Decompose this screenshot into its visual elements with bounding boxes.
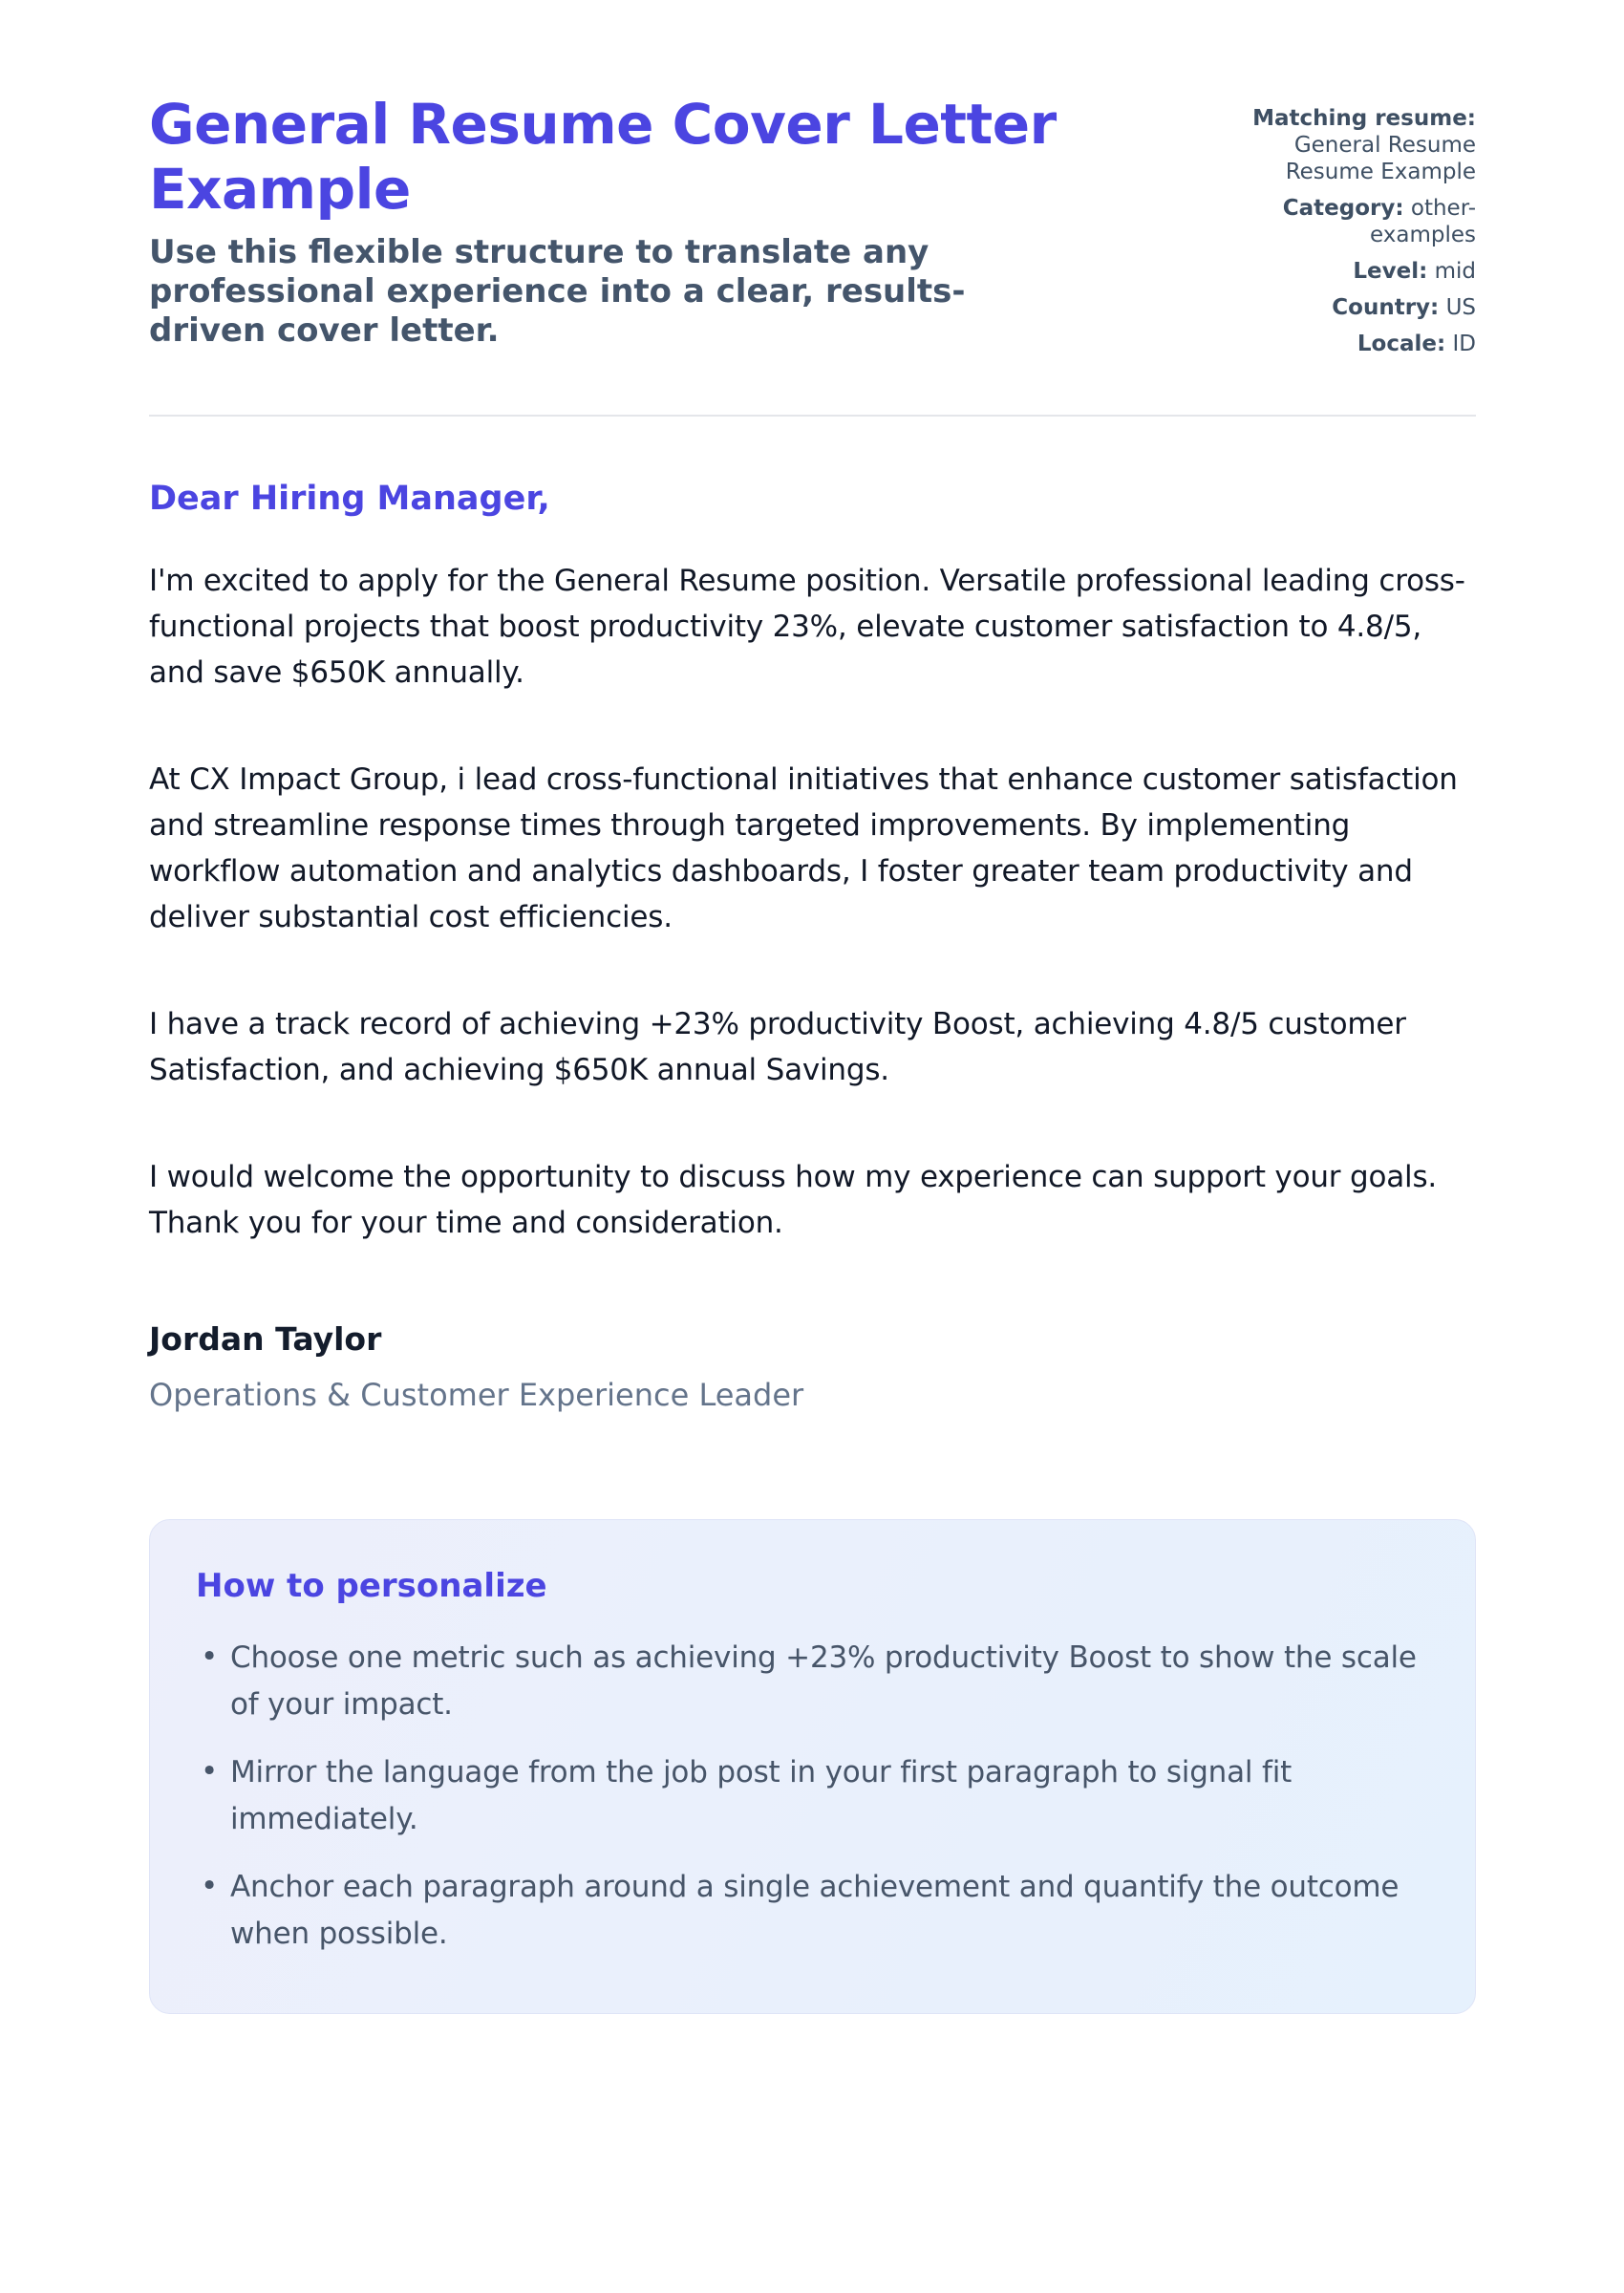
meta-label: Country: <box>1332 295 1440 320</box>
header-title-block <box>149 92 1123 351</box>
tips-heading: How to personalize <box>196 1567 547 1605</box>
signature-role: Operations & Customer Experience Leader <box>149 1377 804 1413</box>
letter-paragraph-2: At CX Impact Group, i lead cross-functional initiatives that enhance customer satisfaction and streamline response times through targeted improvements. By implementing workflow automation and analytics dashboards, I foster greater team productivity and deliver substantial cost efficiencies. <box>149 762 1458 934</box>
tip-item-3: • Anchor each paragraph around a single achievement and quantify the outcome when possible. <box>196 1864 1427 1958</box>
tip-item-2: • Mirror the language from the job post in your first paragraph to signal fit immediately. <box>196 1749 1427 1843</box>
meta-value: other-examples <box>1370 196 1476 247</box>
meta-value: General Resume Resume Example <box>1285 133 1476 184</box>
meta-label: Locale: <box>1357 332 1446 356</box>
letter-body <box>149 476 1476 1416</box>
meta-item-country <box>1204 294 1476 321</box>
page-title: General Resume Cover Letter Example <box>149 92 1057 222</box>
page-subtitle: Use this flexible structure to translate any professional experience into a clear, results-driven cover letter. <box>149 233 966 350</box>
signature-block <box>149 1317 1476 1416</box>
meta-value: mid <box>1434 259 1476 284</box>
meta-value: ID <box>1452 332 1476 356</box>
header-divider <box>149 415 1476 417</box>
letter-paragraph-4: I would welcome the opportunity to discuss how my experience can support your goals. Thank you for your time and consideration. <box>149 1160 1438 1240</box>
meta-value: US <box>1445 295 1476 320</box>
tips-card <box>149 1519 1476 2014</box>
meta-label: Category: <box>1282 196 1404 221</box>
meta-item-level <box>1204 258 1476 285</box>
meta-panel <box>1204 92 1476 367</box>
meta-item-matching-resume <box>1204 105 1476 185</box>
meta-item-category <box>1204 195 1476 248</box>
page-header <box>149 92 1476 367</box>
letter-paragraph-1: I'm excited to apply for the General Resume position. Versatile professional leading cross-functional projects that boost productivity 23%, elevate customer satisfaction to 4.8/5, and save $650K annually. <box>149 564 1465 690</box>
letter-paragraph-3: I have a track record of achieving +23% productivity Boost, achieving 4.8/5 customer Satisfaction, and achieving $650K annual Savings. <box>149 1007 1406 1087</box>
tip-item-1: • Choose one metric such as achieving +23% productivity Boost to show the scale of your impact. <box>196 1635 1427 1728</box>
signature-name: Jordan Taylor <box>149 1320 382 1358</box>
meta-label: Matching resume: <box>1252 106 1476 131</box>
meta-label: Level: <box>1353 259 1428 284</box>
salutation: Dear Hiring Manager, <box>149 480 550 518</box>
meta-item-locale <box>1204 331 1476 357</box>
tips-list <box>196 1635 1427 1958</box>
